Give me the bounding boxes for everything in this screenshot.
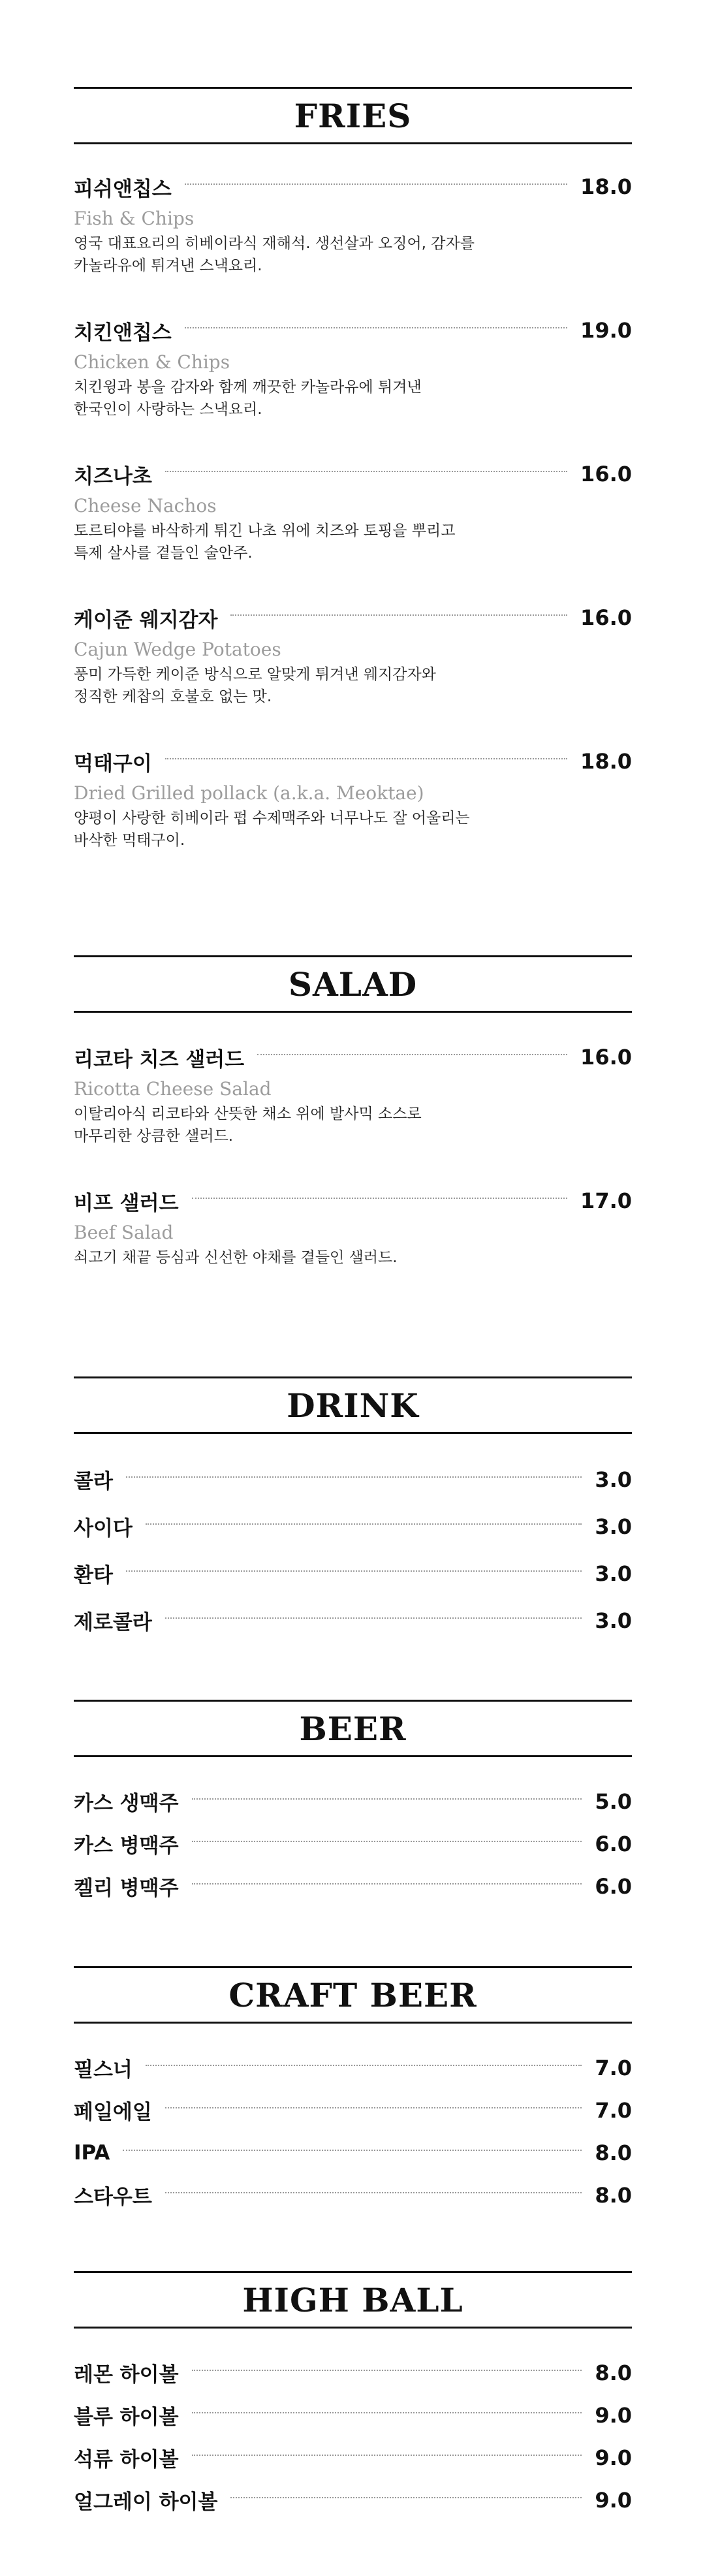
menu-item <box>74 2394 632 2436</box>
section-fries <box>74 87 632 851</box>
leader-dots <box>230 2497 582 2498</box>
menu-item <box>74 174 632 277</box>
leader-dots <box>192 2412 582 2413</box>
leader-dots <box>257 1054 567 1055</box>
item-price: 3.0 <box>595 1561 632 1586</box>
section-header <box>74 955 632 1013</box>
menu-item <box>74 1044 632 1147</box>
leader-dots <box>165 758 567 759</box>
item-price: 7.0 <box>595 2097 632 2123</box>
item-price: 16.0 <box>580 1045 632 1070</box>
item-price: 16.0 <box>580 605 632 630</box>
item-english-name: Beef Salad <box>74 1222 174 1243</box>
menu-item <box>74 317 632 421</box>
menu-item <box>74 2436 632 2479</box>
item-description: 양평이 사랑한 히베이라 펍 수제맥주와 너무나도 잘 어울리는 바삭한 먹태구이. <box>74 810 470 849</box>
section-salad <box>74 955 632 1269</box>
menu-item <box>74 2351 632 2394</box>
item-name: 콜라 <box>74 1470 113 1493</box>
menu-item <box>74 1780 632 1822</box>
leader-dots <box>192 1798 582 1800</box>
item-price: 18.0 <box>580 749 632 774</box>
section-header <box>74 1700 632 1757</box>
item-name: 필스너 <box>74 2058 133 2082</box>
item-name: 페일에일 <box>74 2101 152 2124</box>
item-name: 리코타 치즈 샐러드 <box>74 1047 245 1072</box>
section-title: FRIES <box>294 96 412 135</box>
section-title: HIGH BALL <box>242 2280 463 2319</box>
item-name: 케이준 웨지감자 <box>74 608 218 632</box>
item-english-name: Fish & Chips <box>74 208 195 229</box>
item-name: 블루 하이볼 <box>74 2406 179 2429</box>
item-price: 7.0 <box>595 2055 632 2080</box>
item-english-name: Cajun Wedge Potatoes <box>74 639 281 660</box>
item-name: 카스 생맥주 <box>74 1792 179 1815</box>
menu-item <box>74 461 632 564</box>
section-header <box>74 1966 632 2024</box>
section-title: CRAFT BEER <box>228 1975 477 2014</box>
item-description: 쇠고기 채끝 등심과 신선한 야채를 곁들인 샐러드. <box>74 1249 398 1266</box>
item-price: 6.0 <box>595 1831 632 1856</box>
section-title: SALAD <box>288 964 418 1004</box>
item-name: 치즈나초 <box>74 464 152 488</box>
menu-item <box>74 748 632 851</box>
item-name: 피쉬앤칩스 <box>74 177 172 201</box>
item-list <box>74 1044 632 1269</box>
section-title: DRINK <box>287 1386 419 1425</box>
item-english-name: Cheese Nachos <box>74 495 217 517</box>
section-craft-beer <box>74 1966 632 2216</box>
item-name: 스타우트 <box>74 2186 152 2209</box>
menu-item <box>74 1188 632 1269</box>
item-english-name: Chicken & Chips <box>74 351 230 373</box>
item-name: 제로콜라 <box>74 1611 152 1634</box>
leader-dots <box>126 1570 582 1572</box>
item-description: 영국 대표요리의 히베이라식 재해석. 생선살과 오징어, 감자를 카놀라유에 튀겨낸 스낵요리. <box>74 235 475 274</box>
item-english-name: Dried Grilled pollack (a.k.a. Meoktae) <box>74 782 424 804</box>
section-high-ball <box>74 2271 632 2521</box>
item-price: 18.0 <box>580 174 632 199</box>
item-price: 6.0 <box>595 1873 632 1899</box>
item-price: 9.0 <box>595 2487 632 2513</box>
item-list <box>74 1458 632 1646</box>
section-beer <box>74 1700 632 1907</box>
leader-dots <box>146 2065 582 2066</box>
item-name: IPA <box>74 2140 110 2165</box>
menu-item <box>74 1865 632 1907</box>
leader-dots <box>165 471 567 472</box>
menu-item <box>74 2089 632 2131</box>
item-price: 9.0 <box>595 2402 632 2428</box>
item-name: 얼그레이 하이볼 <box>74 2490 218 2514</box>
leader-dots <box>192 1198 568 1199</box>
menu-item <box>74 1822 632 1865</box>
item-name: 비프 샐러드 <box>74 1191 179 1215</box>
leader-dots <box>230 614 567 616</box>
item-price: 19.0 <box>580 318 632 343</box>
item-price: 8.0 <box>595 2360 632 2385</box>
item-description: 풍미 가득한 케이준 방식으로 알맞게 튀겨낸 웨지감자와 정직한 케찹의 호불호 없는 맛. <box>74 666 436 705</box>
item-price: 5.0 <box>595 1789 632 1814</box>
section-drink <box>74 1376 632 1646</box>
leader-dots <box>192 1841 582 1842</box>
menu-item <box>74 1552 632 1599</box>
menu-item <box>74 1505 632 1552</box>
section-header <box>74 2271 632 2329</box>
item-price: 17.0 <box>580 1188 632 1213</box>
item-name: 석류 하이볼 <box>74 2448 179 2472</box>
menu-item <box>74 2046 632 2089</box>
leader-dots <box>185 327 567 328</box>
item-name: 환타 <box>74 1564 113 1587</box>
section-header <box>74 1376 632 1434</box>
menu-item <box>74 605 632 708</box>
item-name: 켈리 병맥주 <box>74 1877 179 1900</box>
item-description: 토르티야를 바삭하게 튀긴 나초 위에 치즈와 토핑을 뿌리고 특제 살사를 곁들인 술안주. <box>74 522 456 562</box>
leader-dots <box>192 2455 582 2456</box>
item-price: 3.0 <box>595 1514 632 1539</box>
menu-item <box>74 1599 632 1646</box>
item-name: 먹태구이 <box>74 752 152 776</box>
leader-dots <box>165 1617 582 1619</box>
item-price: 8.0 <box>595 2140 632 2165</box>
leader-dots <box>165 2107 582 2108</box>
item-price: 16.0 <box>580 462 632 486</box>
section-header <box>74 87 632 144</box>
leader-dots <box>192 2370 582 2371</box>
item-price: 9.0 <box>595 2445 632 2470</box>
item-price: 3.0 <box>595 1608 632 1633</box>
menu-item <box>74 2479 632 2521</box>
leader-dots <box>126 1476 582 1478</box>
leader-dots <box>123 2150 582 2151</box>
item-price: 3.0 <box>595 1467 632 1492</box>
menu-item <box>74 2131 632 2174</box>
menu-item <box>74 1458 632 1505</box>
item-list <box>74 2046 632 2216</box>
item-name: 카스 병맥주 <box>74 1834 179 1858</box>
item-name: 사이다 <box>74 1517 133 1540</box>
item-description: 이탈리아식 리코타와 산뜻한 채소 위에 발사믹 소스로 마무리한 상큼한 샐러드. <box>74 1105 422 1145</box>
item-name: 레몬 하이볼 <box>74 2363 179 2387</box>
leader-dots <box>165 2192 582 2193</box>
item-description: 치킨윙과 봉을 감자와 함께 깨끗한 카놀라유에 튀겨낸 한국인이 사랑하는 스낵요리. <box>74 379 422 418</box>
item-name: 치킨앤칩스 <box>74 321 172 345</box>
section-title: BEER <box>299 1709 407 1748</box>
item-english-name: Ricotta Cheese Salad <box>74 1078 272 1100</box>
item-list <box>74 174 632 851</box>
leader-dots <box>192 1883 582 1884</box>
item-list <box>74 1780 632 1907</box>
leader-dots <box>146 1523 582 1525</box>
item-list <box>74 2351 632 2521</box>
leader-dots <box>185 183 567 185</box>
menu-item <box>74 2174 632 2216</box>
item-price: 8.0 <box>595 2182 632 2208</box>
